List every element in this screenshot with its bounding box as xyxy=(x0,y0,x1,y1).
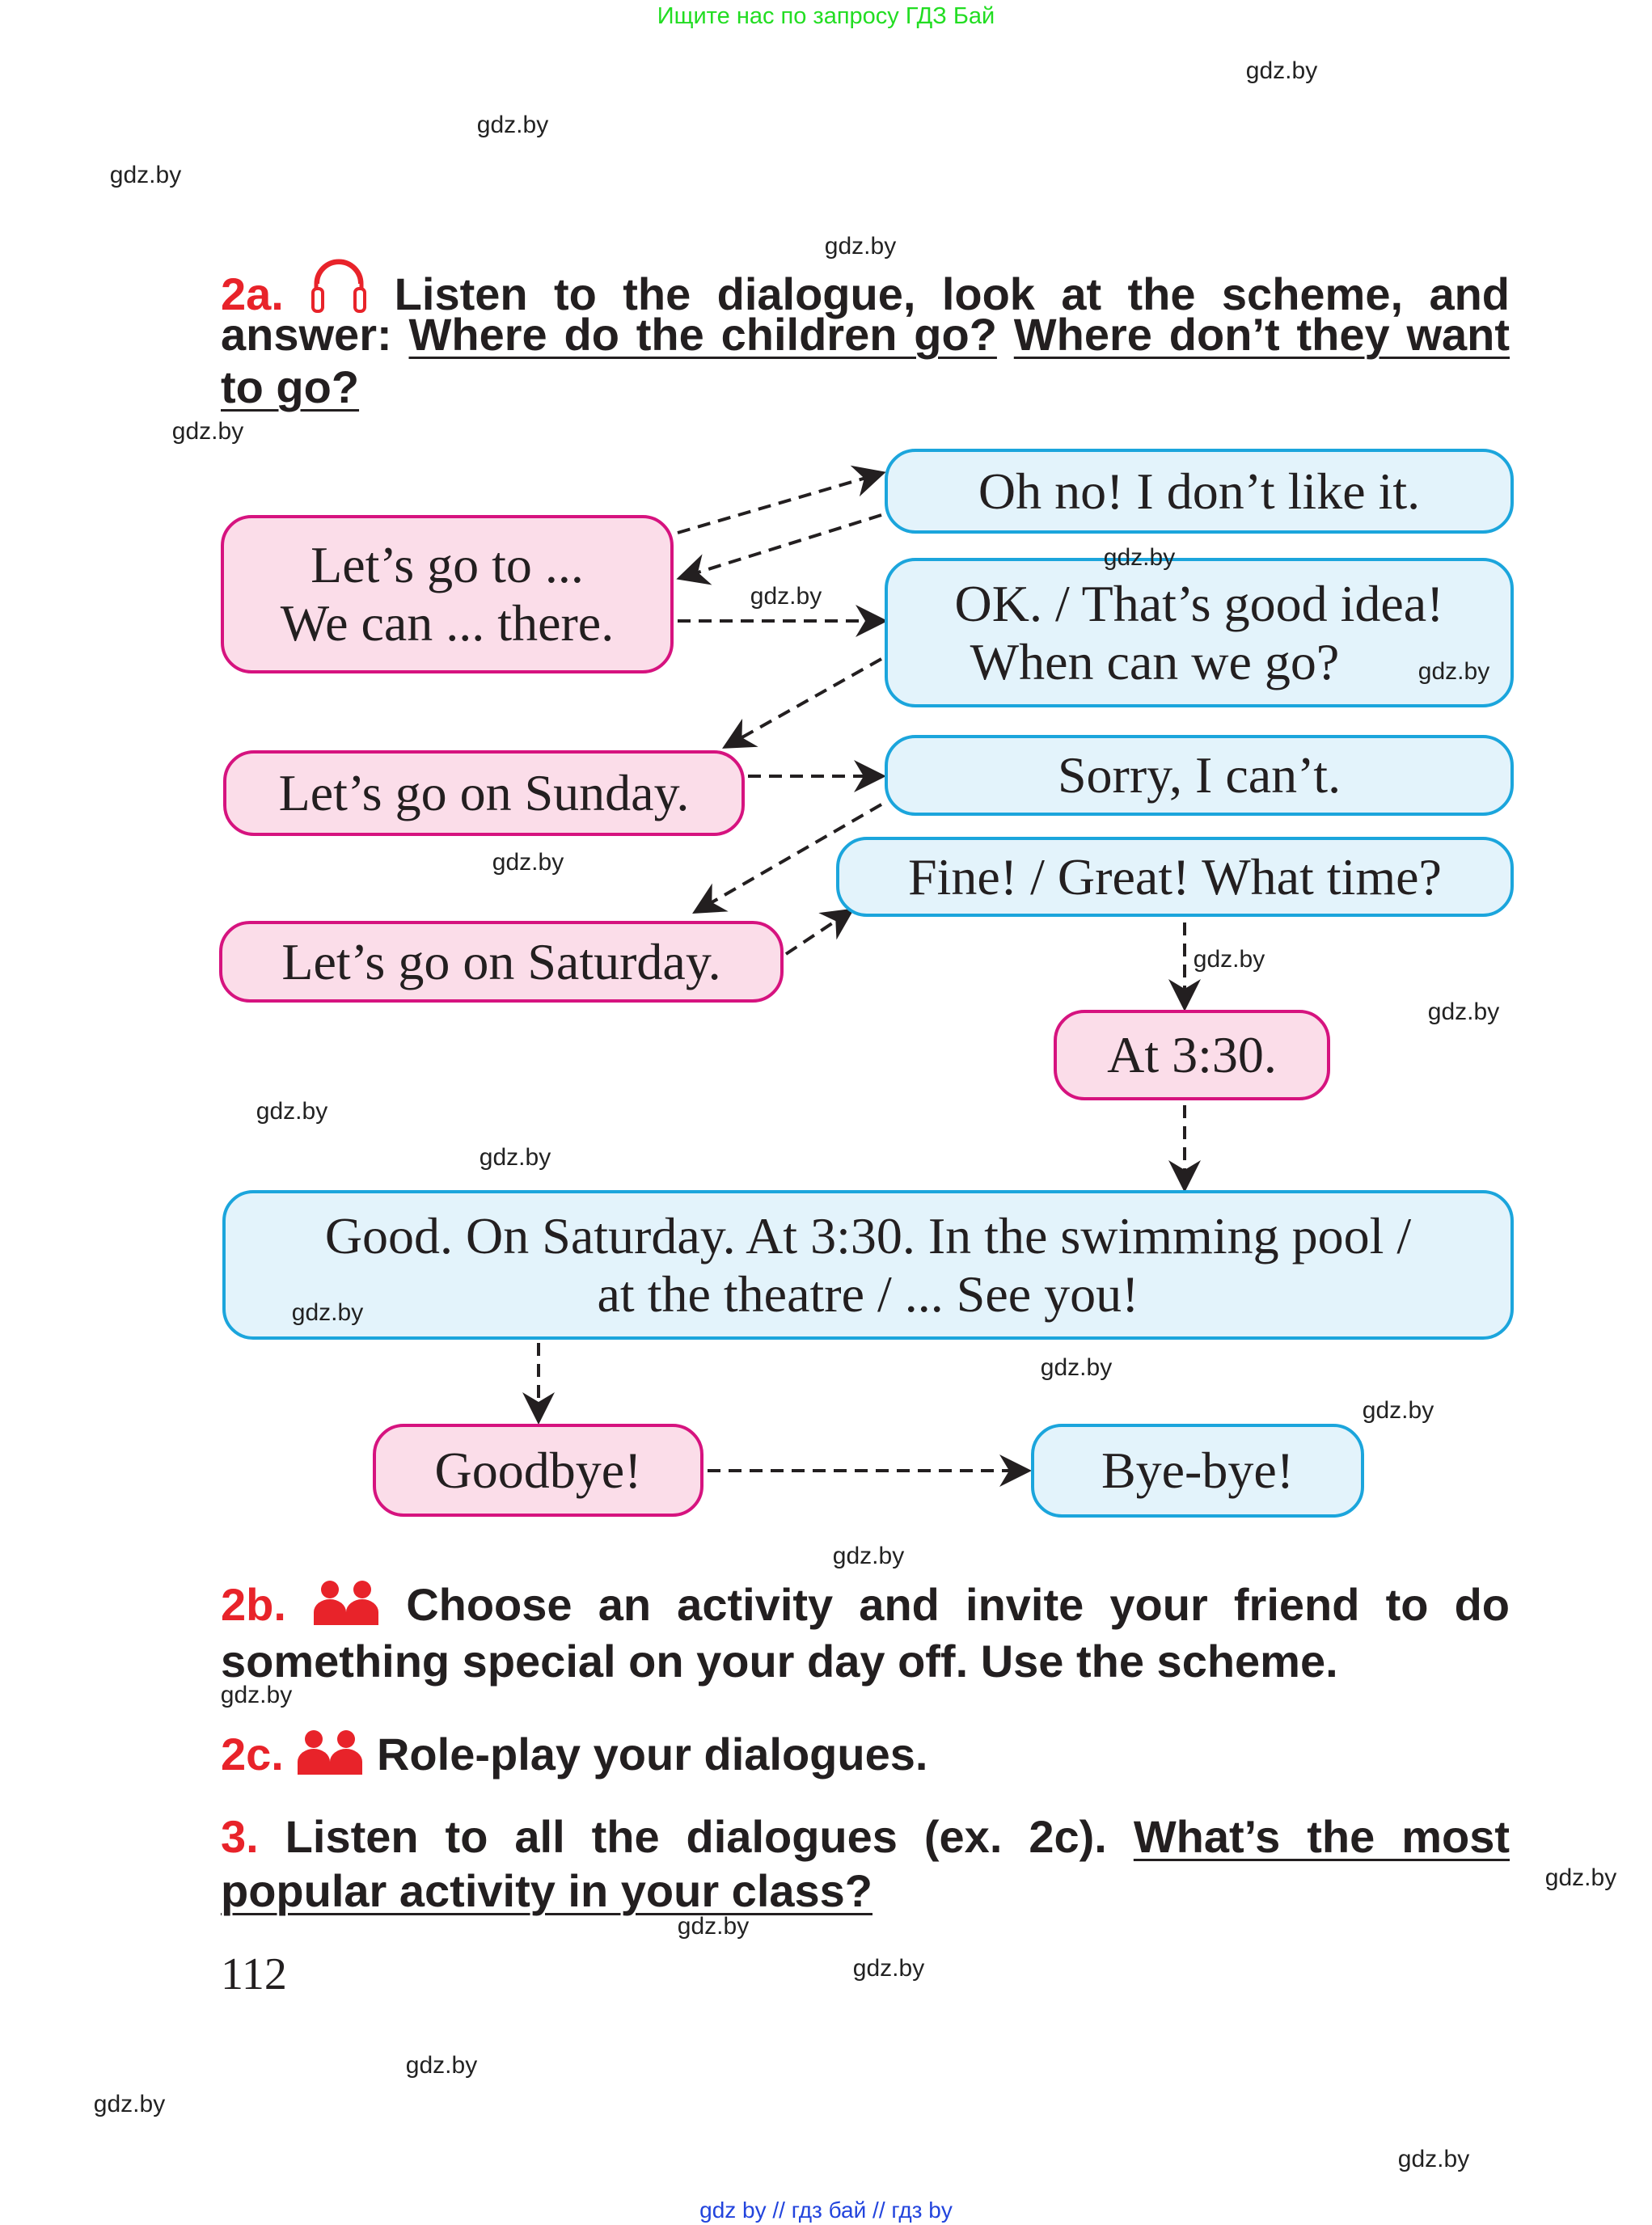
arrow xyxy=(728,659,881,745)
ex2b-line1 xyxy=(221,1579,1510,1636)
ex3-line1 xyxy=(221,1811,1510,1863)
ex2c-number: 2c. xyxy=(221,1729,284,1780)
watermark: gdz.by xyxy=(291,1299,364,1326)
ex3-text: Listen to all the dialogues (ex. 2c). xyxy=(285,1811,1107,1862)
box-text: Let’s go on Sunday. xyxy=(278,764,690,821)
ex2a-instruction: Listen to the dialogue, look at the scheme, and xyxy=(394,268,1510,319)
watermark: gdz.by xyxy=(1397,2146,1470,2172)
box-text: at the theatre / ... See you! xyxy=(597,1264,1139,1323)
box-text: Bye-bye! xyxy=(1101,1442,1295,1499)
scheme-box-lets-go-to xyxy=(221,515,674,673)
watermark: gdz.by xyxy=(1362,1397,1434,1424)
scheme-box-sunday xyxy=(223,750,745,836)
search-banner[interactable]: Ищите нас по запросу ГДЗ Бай xyxy=(657,3,995,29)
box-text: Goodbye! xyxy=(434,1441,642,1499)
watermark: gdz.by xyxy=(1544,1864,1617,1891)
box-text: OK. / That’s good idea! xyxy=(954,574,1444,632)
ex2b-line2: something special on your day off. Use the scheme. xyxy=(221,1636,1338,1687)
watermark: gdz.by xyxy=(750,583,822,610)
box-text: Fine! / Great! What time? xyxy=(908,847,1442,906)
pair-work-icon xyxy=(296,1729,364,1785)
box-text: At 3:30. xyxy=(1107,1026,1277,1083)
ex3-line2 xyxy=(221,1865,1510,1917)
watermark: gdz.by xyxy=(1103,544,1176,571)
watermark: gdz.by xyxy=(1418,658,1490,685)
box-text: Sorry, I can’t. xyxy=(1057,746,1341,804)
page-number: 112 xyxy=(221,1949,287,1999)
watermark: gdz.by xyxy=(479,1144,551,1171)
ex2c xyxy=(221,1729,1510,1785)
footer-links[interactable]: gdz by // гдз бай // гдз by xyxy=(699,2198,953,2223)
ex2a-number: 2a. xyxy=(221,268,284,319)
watermark: gdz.by xyxy=(93,2091,166,2117)
watermark: gdz.by xyxy=(1193,946,1265,973)
watermark: gdz.by xyxy=(832,1543,905,1569)
ex3-question-part1: What’s the most xyxy=(1133,1811,1510,1862)
watermark: gdz.by xyxy=(476,112,549,138)
ex2b-number: 2b. xyxy=(221,1579,286,1630)
pair-work-icon xyxy=(312,1580,380,1636)
watermark: gdz.by xyxy=(677,1913,750,1940)
watermark: gdz.by xyxy=(824,233,897,260)
ex3-question-part2: popular activity in your class? xyxy=(221,1865,873,1916)
ex2a-answer-label: answer: xyxy=(221,309,392,360)
box-text: Good. On Saturday. At 3:30. In the swimming pool / xyxy=(324,1206,1412,1264)
watermark: gdz.by xyxy=(405,2052,478,2079)
watermark: gdz.by xyxy=(492,849,564,876)
scheme-box-oh-no xyxy=(885,449,1514,534)
scheme-box-saturday xyxy=(219,921,784,1003)
watermark: gdz.by xyxy=(109,162,182,188)
scheme-box-what-time xyxy=(836,837,1514,917)
scheme-box-bye-bye xyxy=(1031,1424,1364,1518)
ex2c-text: Role-play your dialogues. xyxy=(376,1729,928,1780)
scheme-box-see-you xyxy=(222,1190,1514,1340)
watermark: gdz.by xyxy=(1040,1354,1113,1381)
arrow xyxy=(682,515,881,577)
watermark: gdz.by xyxy=(852,1955,925,1982)
ex2a-question1: Where do the children go? xyxy=(408,309,997,360)
box-text: When can we go? xyxy=(970,632,1340,690)
watermark: gdz.by xyxy=(1245,57,1318,84)
box-text: Oh no! I don’t like it. xyxy=(978,462,1421,520)
watermark: gdz.by xyxy=(220,1682,293,1708)
arrow xyxy=(786,912,849,954)
scheme-box-time xyxy=(1054,1010,1330,1100)
scheme-box-goodbye xyxy=(373,1424,703,1517)
ex2b-text: Choose an activity and invite your friend to do xyxy=(406,1579,1510,1630)
box-text: We can ... there. xyxy=(280,594,615,652)
watermark: gdz.by xyxy=(256,1098,328,1125)
watermark: gdz.by xyxy=(1427,999,1500,1025)
watermark: gdz.by xyxy=(171,418,244,445)
box-text: Let’s go to ... xyxy=(311,536,584,593)
scheme-box-sorry xyxy=(885,735,1514,816)
ex3-number: 3. xyxy=(221,1811,259,1862)
box-text: Let’s go on Saturday. xyxy=(281,932,721,990)
ex2a-question2-part2: to go? xyxy=(221,361,360,412)
ex2a-question2-part1: Where don’t they want xyxy=(1013,309,1510,360)
